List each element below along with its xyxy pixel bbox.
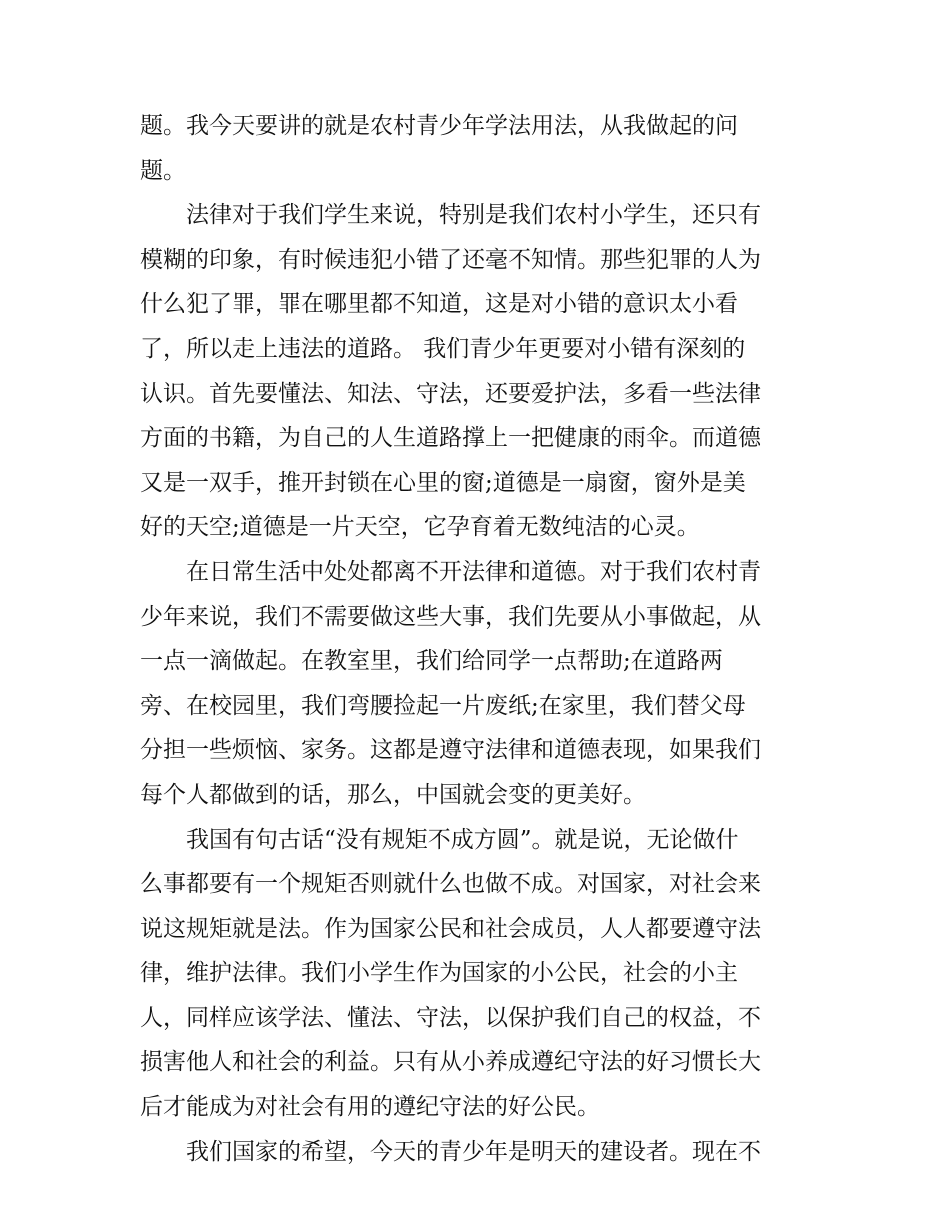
text-line: 了，所以走上违法的道路。 我们青少年更要对小错有深刻的 bbox=[140, 335, 746, 362]
text-line: 每个人都做到的话，那么，中国就会变的更美好。 bbox=[140, 781, 646, 808]
text-line: 说这规矩就是法。作为国家公民和社会成员，人人都要遵守法 bbox=[140, 915, 761, 942]
text-line: 少年来说，我们不需要做这些大事，我们先要从小事做起，从 bbox=[140, 603, 761, 630]
text-line: 什么犯了罪，罪在哪里都不知道，这是对小错的意识太小看 bbox=[140, 291, 738, 318]
text-line: 题。 bbox=[140, 157, 186, 184]
text-line: 分担一些烦恼、家务。这都是遵守法律和道德表现，如果我们 bbox=[140, 737, 761, 764]
text-line: 法律对于我们学生来说，特别是我们农村小学生，还只有 bbox=[186, 202, 761, 229]
body-text bbox=[140, 104, 815, 1174]
text-line: 人，同样应该学法、懂法、守法，以保护我们自己的权益，不 bbox=[140, 1004, 761, 1031]
text-line: 么事都要有一个规矩否则就什么也做不成。对国家，对社会来 bbox=[140, 871, 761, 898]
text-line: 损害他人和社会的利益。只有从小养成遵纪守法的好习惯长大 bbox=[140, 1049, 761, 1076]
text-line: 后才能成为对社会有用的遵纪守法的好公民。 bbox=[140, 1094, 600, 1121]
text-line: 好的天空;道德是一片天空，它孕育着无数纯洁的心灵。 bbox=[140, 514, 700, 541]
text-line: 在日常生活中处处都离不开法律和道德。对于我们农村青 bbox=[186, 558, 761, 585]
text-line: 我们国家的希望，今天的青少年是明天的建设者。现在不 bbox=[186, 1138, 761, 1165]
text-line: 模糊的印象，有时候违犯小错了还毫不知情。那些犯罪的人为 bbox=[140, 246, 761, 273]
text-line: 一点一滴做起。在教室里，我们给同学一点帮助;在道路两 bbox=[140, 648, 723, 675]
text-line: 又是一双手，推开封锁在心里的窗;道德是一扇窗，窗外是美 bbox=[140, 469, 746, 496]
text-line: 题。我今天要讲的就是农村青少年学法用法，从我做起的问 bbox=[140, 113, 738, 139]
text-line: 认识。首先要懂法、知法、守法，还要爱护法，多看一些法律 bbox=[140, 380, 761, 407]
text-line: 方面的书籍，为自己的人生道路撑上一把健康的雨伞。而道德 bbox=[140, 425, 761, 452]
text-line: 我国有句古话“没有规矩不成方圆”。就是说，无论做什 bbox=[186, 826, 739, 853]
text-line: 律，维护法律。我们小学生作为国家的小公民，社会的小主 bbox=[140, 960, 738, 987]
text-line: 旁、在校园里，我们弯腰捡起一片废纸;在家里，我们替父母 bbox=[140, 692, 746, 719]
